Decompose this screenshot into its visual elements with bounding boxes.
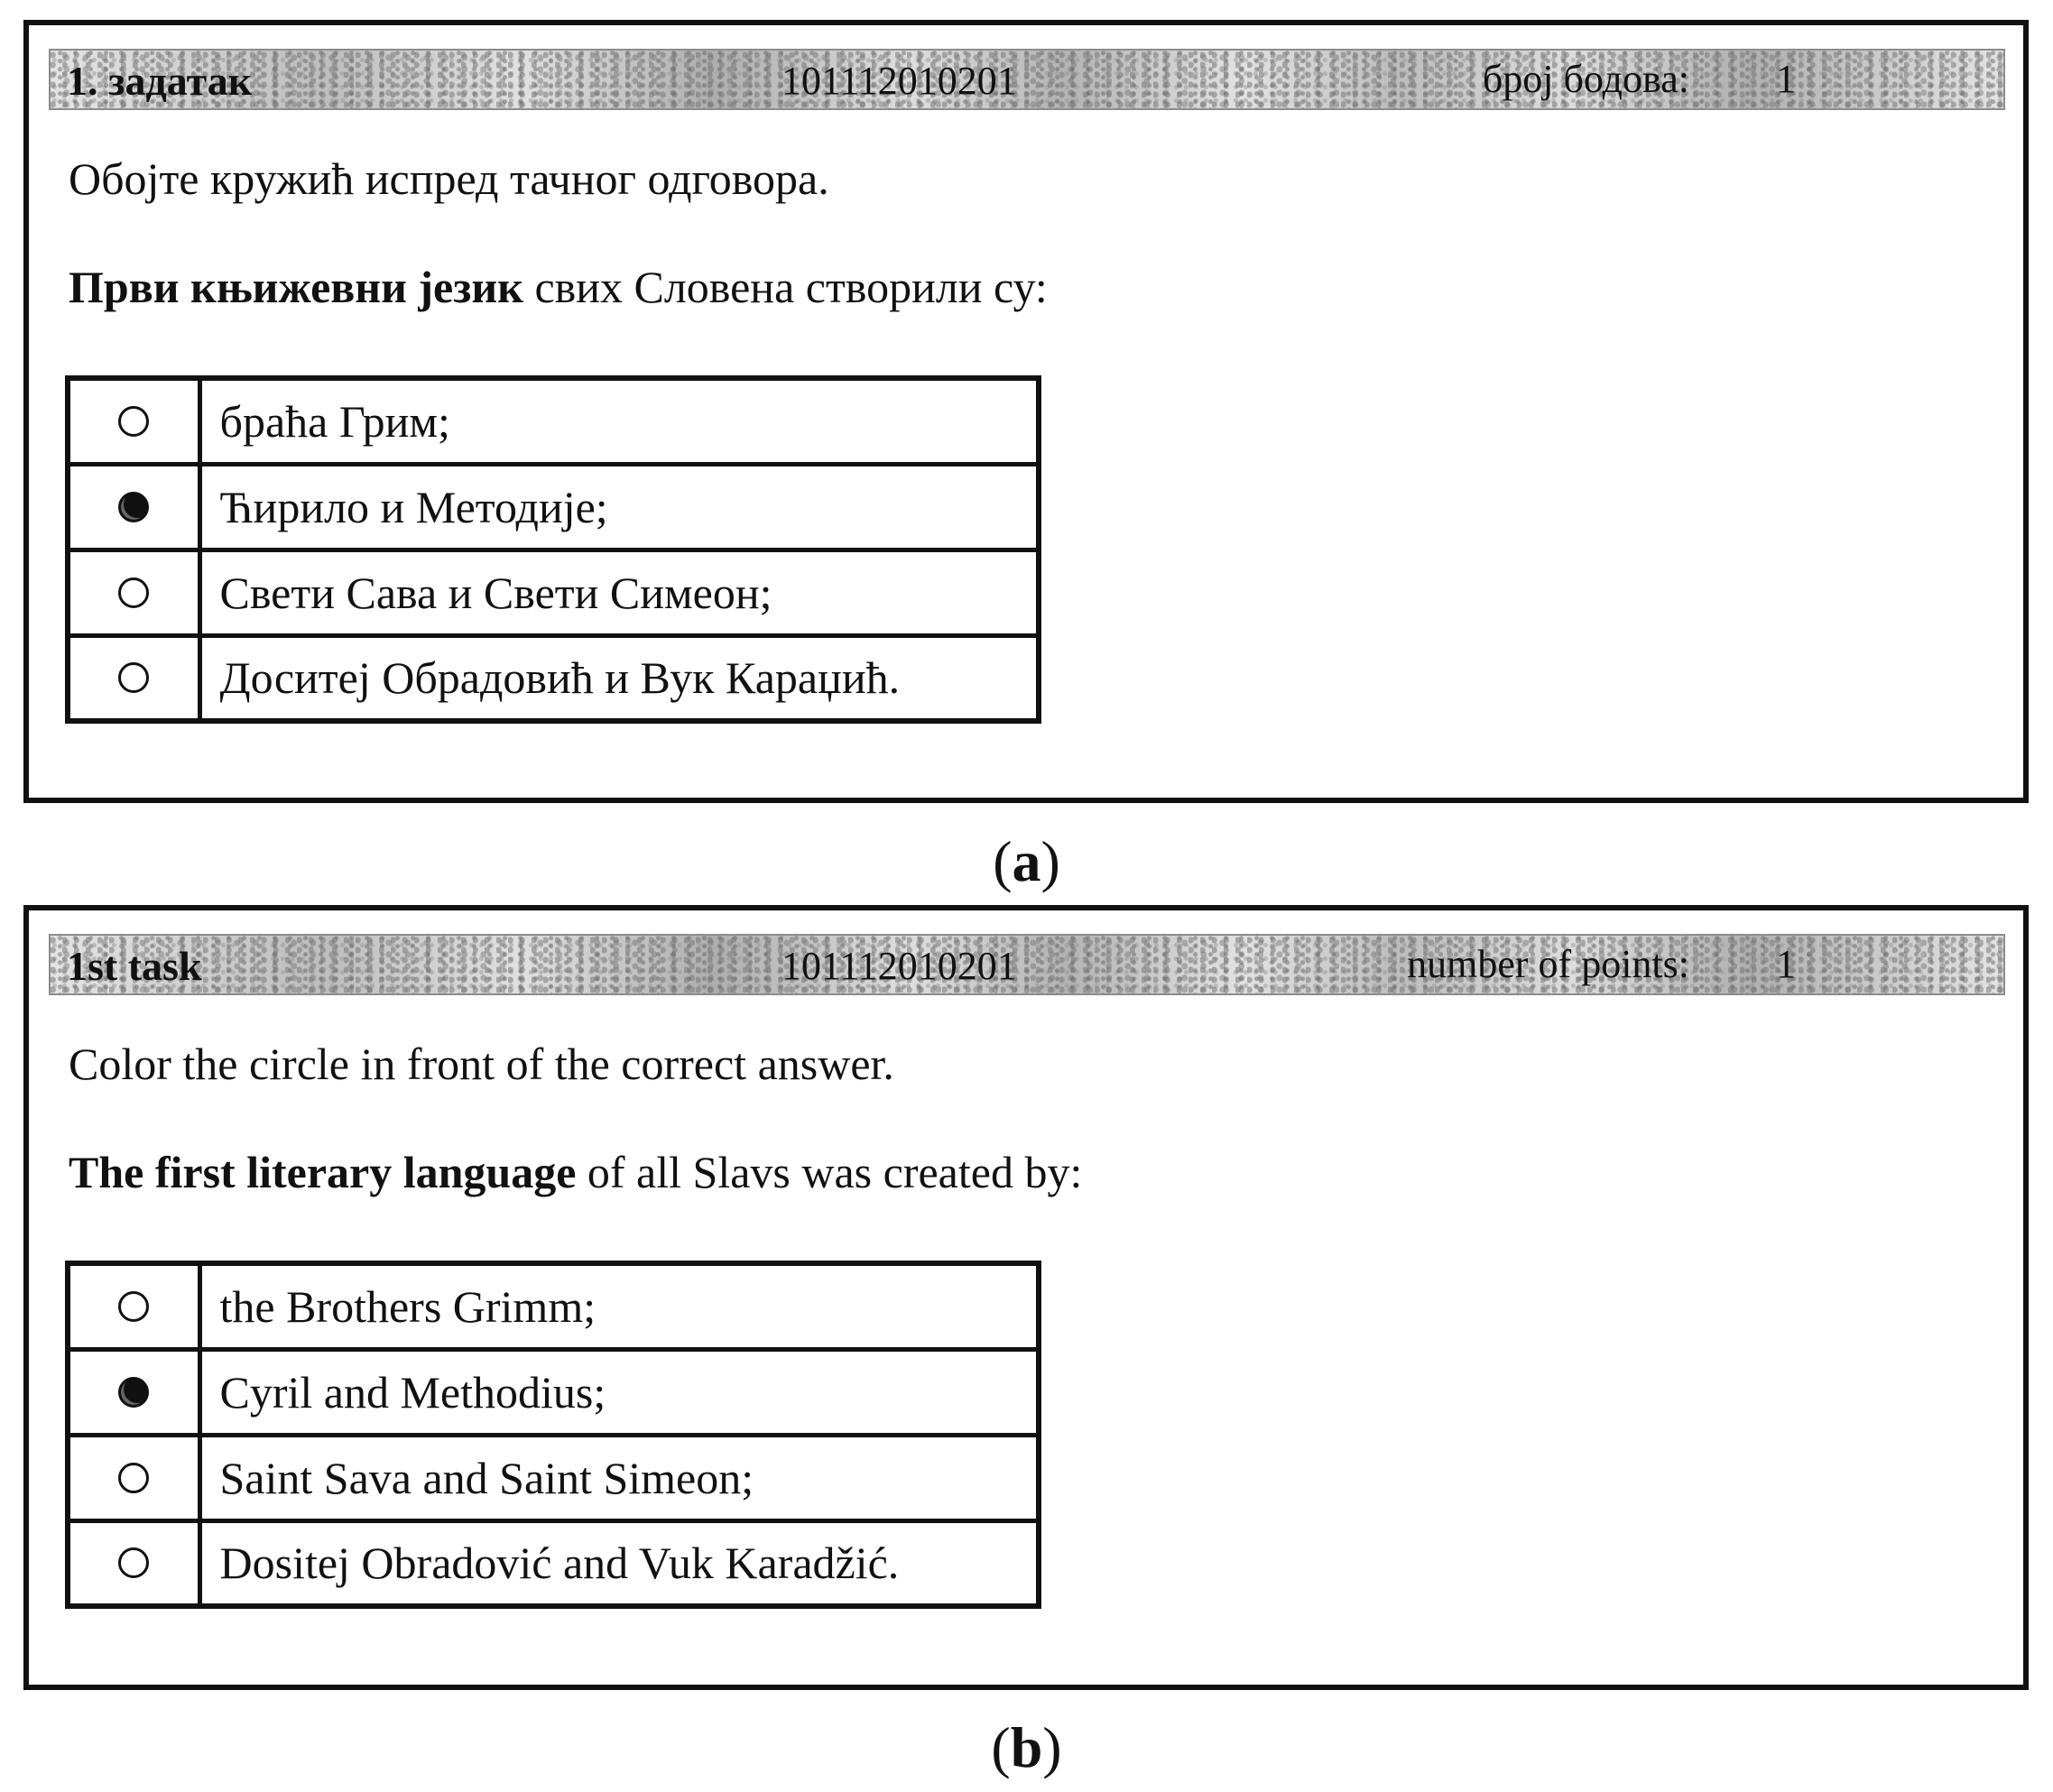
question-rest-part: свих Словена створили су: (522, 262, 1048, 312)
answer-table (65, 1261, 1041, 1609)
task-title: 1st task (67, 943, 202, 989)
caption-open-paren: ( (991, 1715, 1011, 1779)
task-question (69, 1147, 1082, 1197)
points-label: number of points: (1407, 942, 1689, 986)
task-code: 101112010201 (781, 944, 1017, 988)
answer-row[interactable] (68, 1435, 1039, 1520)
points-value: 1 (1776, 942, 1796, 986)
radio-empty-icon[interactable] (118, 662, 149, 693)
answer-text: браћа Грим; (199, 378, 1039, 464)
task-panel-serbian (23, 20, 2029, 803)
answer-text: Cyril and Methodius; (199, 1349, 1039, 1435)
answer-text: Saint Sava and Saint Simeon; (199, 1435, 1039, 1520)
radio-empty-icon[interactable] (118, 1291, 149, 1322)
figure-caption-b (0, 1716, 2053, 1779)
caption-close-paren: ) (1042, 1715, 1062, 1779)
answer-text: Ћирило и Методије; (199, 464, 1039, 550)
answer-text: Доситеј Обрадовић и Вук Караџић. (199, 635, 1039, 721)
question-bold-part: Први књижевни језик (69, 262, 523, 312)
task-title: 1. задатак (67, 58, 253, 104)
question-rest-part: of all Slavs was created by: (576, 1147, 1083, 1197)
task-panel-english (23, 905, 2029, 1690)
answer-text: Dositej Obradović and Vuk Karadžić. (199, 1520, 1039, 1606)
task-instruction: Обојте кружић испред тачног одговора. (69, 153, 829, 204)
answer-row[interactable] (68, 550, 1039, 635)
answer-row[interactable] (68, 1349, 1039, 1435)
caption-open-paren: ( (993, 829, 1013, 893)
points-label: број бодова: (1482, 57, 1689, 101)
task-question (69, 262, 1048, 312)
answer-row[interactable] (68, 378, 1039, 464)
caption-letter: b (1010, 1715, 1043, 1779)
radio-filled-icon[interactable] (118, 492, 149, 522)
radio-empty-icon[interactable] (118, 406, 149, 437)
figure-caption-a (0, 830, 2053, 893)
radio-empty-icon[interactable] (118, 1547, 149, 1578)
answer-row[interactable] (68, 1520, 1039, 1606)
caption-letter: a (1012, 829, 1041, 893)
answer-table (65, 375, 1041, 724)
task-code: 101112010201 (781, 59, 1017, 103)
radio-empty-icon[interactable] (118, 577, 149, 608)
answer-row[interactable] (68, 635, 1039, 721)
answer-text: the Brothers Grimm; (199, 1263, 1039, 1349)
task-header-bar (49, 934, 2005, 995)
task-instruction: Color the circle in front of the correct answer. (69, 1039, 894, 1089)
answer-row[interactable] (68, 464, 1039, 550)
answer-row[interactable] (68, 1263, 1039, 1349)
task-header-bar (49, 49, 2005, 110)
radio-filled-icon[interactable] (118, 1377, 149, 1408)
points-value: 1 (1776, 57, 1796, 101)
radio-empty-icon[interactable] (118, 1463, 149, 1493)
caption-close-paren: ) (1040, 829, 1060, 893)
answer-text: Свети Сава и Свети Симеон; (199, 550, 1039, 635)
question-bold-part: The first literary language (69, 1147, 577, 1197)
